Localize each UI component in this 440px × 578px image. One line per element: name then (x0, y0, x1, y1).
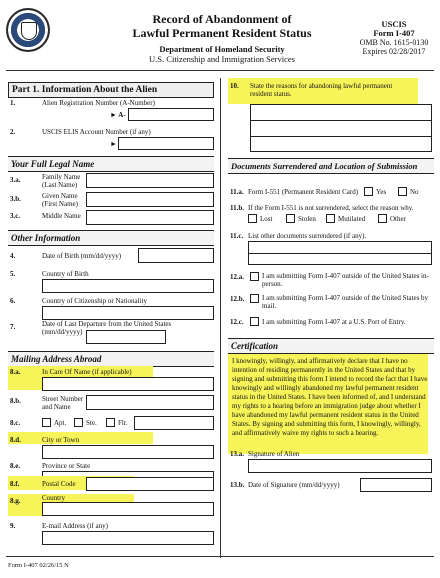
given-name-input[interactable] (86, 192, 214, 207)
street-input[interactable] (86, 395, 214, 410)
province-label: Province or State (42, 462, 91, 470)
signature-label: Signature of Alien (248, 450, 300, 458)
coc-label: Country of Citizenship or Nationality (42, 297, 147, 305)
country-input[interactable] (42, 502, 214, 516)
signature-input[interactable] (248, 459, 432, 473)
apt-label: Apt. (54, 419, 67, 427)
mutilated-checkbox[interactable] (326, 214, 335, 223)
docs-title: Documents Surrendered and Location of Submission (228, 158, 434, 174)
item-num: 8.e. (10, 462, 21, 470)
reason-label: If the Form I-551 is not surrendered, select the reason why. (248, 204, 414, 212)
given-name-label: Given Name (First Name) (42, 192, 78, 208)
item-num: 11.c. (230, 232, 244, 240)
port-checkbox[interactable] (250, 317, 259, 326)
item-num: 13.b. (230, 481, 245, 489)
mailing-title: Mailing Address Abroad (8, 351, 214, 367)
item-num: 12.a. (230, 273, 244, 281)
form-title: Record of Abandonment of Lawful Permanent Resident Status (132, 12, 312, 40)
a-number-label: Alien Registration Number (A-Number) (42, 99, 155, 107)
item-num: 8.d. (10, 436, 21, 444)
reasons-label: State the reasons for abandoning lawful permanent resident status. (250, 82, 393, 98)
form-footer: Form I-407 02/26/15 N (8, 562, 69, 569)
header-divider (6, 70, 434, 71)
city-input[interactable] (42, 445, 214, 459)
footer-divider (6, 556, 434, 557)
ste-checkbox[interactable] (74, 418, 83, 427)
care-of-label: In Care Of Name (if applicable) (42, 368, 132, 376)
postal-input[interactable] (86, 477, 214, 491)
by-mail-label: I am submitting Form I-407 outside of the United States by mail. (262, 294, 429, 310)
other-info-title: Other Information (8, 230, 214, 246)
by-mail-checkbox[interactable] (250, 294, 259, 303)
stolen-label: Stolen (298, 215, 316, 223)
yes-label: Yes (376, 188, 387, 196)
unit-input[interactable] (134, 416, 214, 430)
highlight (8, 432, 153, 444)
elis-prefix: ► (110, 140, 117, 148)
flr-checkbox[interactable] (106, 418, 115, 427)
item-num: 8.g. (10, 497, 21, 505)
middle-name-label: Middle Name (42, 212, 81, 220)
item-num: 10. (230, 82, 239, 90)
elis-input[interactable] (118, 137, 214, 150)
dob-label: Date of Birth (mm/dd/yyyy) (42, 252, 122, 260)
postal-label: Postal Code (42, 480, 76, 488)
form-id-block: USCIS Form I-407 OMB No. 1615-0130 Expires 02/28/2017 (359, 19, 429, 56)
item-num: 8.a. (10, 368, 21, 376)
coc-input[interactable] (42, 306, 214, 320)
a-number-input[interactable] (128, 108, 214, 121)
agency-block: Department of Homeland Security U.S. Citizenship and Immigration Services (149, 44, 295, 64)
item-num: 5. (10, 270, 16, 278)
lost-checkbox[interactable] (248, 214, 257, 223)
yes-checkbox[interactable] (364, 187, 373, 196)
certification-title: Certification (228, 338, 434, 354)
item-num: 4. (10, 252, 16, 260)
family-name-input[interactable] (86, 173, 214, 188)
apt-checkbox[interactable] (42, 418, 51, 427)
item-num: 6. (10, 297, 16, 305)
middle-name-input[interactable] (86, 210, 214, 225)
lost-label: Lost (260, 215, 273, 223)
item-num: 3.a. (10, 176, 21, 184)
a-number-prefix: ► A- (110, 111, 126, 119)
reasons-input[interactable] (250, 104, 432, 152)
no-checkbox[interactable] (398, 187, 407, 196)
no-label: No (410, 188, 419, 196)
item-num: 12.b. (230, 295, 245, 303)
certification-text: I knowingly, willingly, and affirmatively declare that I have no intention of residing permanently in the United States and that by signing and submitting this form I intend to record the fact that I have knowingly and willingly abandoned my lawful permanent resident status in the United States. I have been informed of, and I understand my rights to a hearing before an immigration judge about whether I have abandoned my lawful permanent resident status in the United States. By signing and submitting this form, I knowingly, willingly, and affirmatively waive my rights to such a hearing. (232, 357, 428, 437)
item-num: 13.a. (230, 450, 244, 458)
elis-label: USCIS ELIS Account Number (if any) (42, 128, 151, 136)
item-num: 3.c. (10, 212, 21, 220)
flr-label: Flr. (118, 419, 128, 427)
item-num: 2. (10, 128, 16, 136)
other-label: Other (390, 215, 406, 223)
port-label: I am submitting Form I-407 at a U.S. Port of Entry. (262, 318, 406, 326)
cob-label: Country of Birth (42, 270, 89, 278)
item-num: 8.b. (10, 397, 21, 405)
city-label: City or Town (42, 436, 80, 444)
street-label: Street Number and Name (42, 395, 84, 411)
sig-date-label: Date of Signature (mm/dd/yyyy) (248, 481, 340, 489)
departure-label: Date of Last Departure from the United States (mm/dd/yyyy) (42, 320, 172, 336)
column-divider (220, 78, 221, 558)
email-input[interactable] (42, 531, 214, 545)
item-num: 12.c. (230, 318, 244, 326)
mutilated-label: Mutilated (338, 215, 366, 223)
item-num: 3.b. (10, 195, 21, 203)
email-label: E-mail Address (if any) (42, 522, 108, 530)
item-num: 8.f. (10, 480, 20, 488)
in-person-label: I am submitting Form I-407 outside of the United States in-person. (262, 272, 429, 288)
country-label: Country (42, 494, 65, 502)
other-docs-label: List other documents surrendered (if any). (248, 232, 367, 240)
in-person-checkbox[interactable] (250, 272, 259, 281)
card-label: Form I-551 (Permanent Resident Card) (248, 188, 359, 196)
item-num: 11.a. (230, 188, 244, 196)
other-checkbox[interactable] (378, 214, 387, 223)
part1-title: Part 1. Information About the Alien (8, 82, 214, 98)
sig-date-input[interactable] (360, 478, 432, 492)
legal-name-title: Your Full Legal Name (8, 156, 214, 172)
other-docs-input[interactable] (248, 241, 432, 265)
item-num: 9. (10, 522, 16, 530)
item-num: 1. (10, 99, 16, 107)
departure-input[interactable] (86, 330, 166, 344)
care-of-input[interactable] (42, 377, 214, 391)
item-num: 11.b. (230, 204, 245, 212)
dhs-seal-icon (6, 8, 50, 52)
stolen-checkbox[interactable] (286, 214, 295, 223)
item-num: 7. (10, 323, 16, 331)
cob-input[interactable] (42, 279, 214, 293)
dob-input[interactable] (138, 248, 214, 263)
ste-label: Ste. (86, 419, 97, 427)
family-name-label: Family Name (Last Name) (42, 173, 81, 189)
item-num: 8.c. (10, 419, 21, 427)
